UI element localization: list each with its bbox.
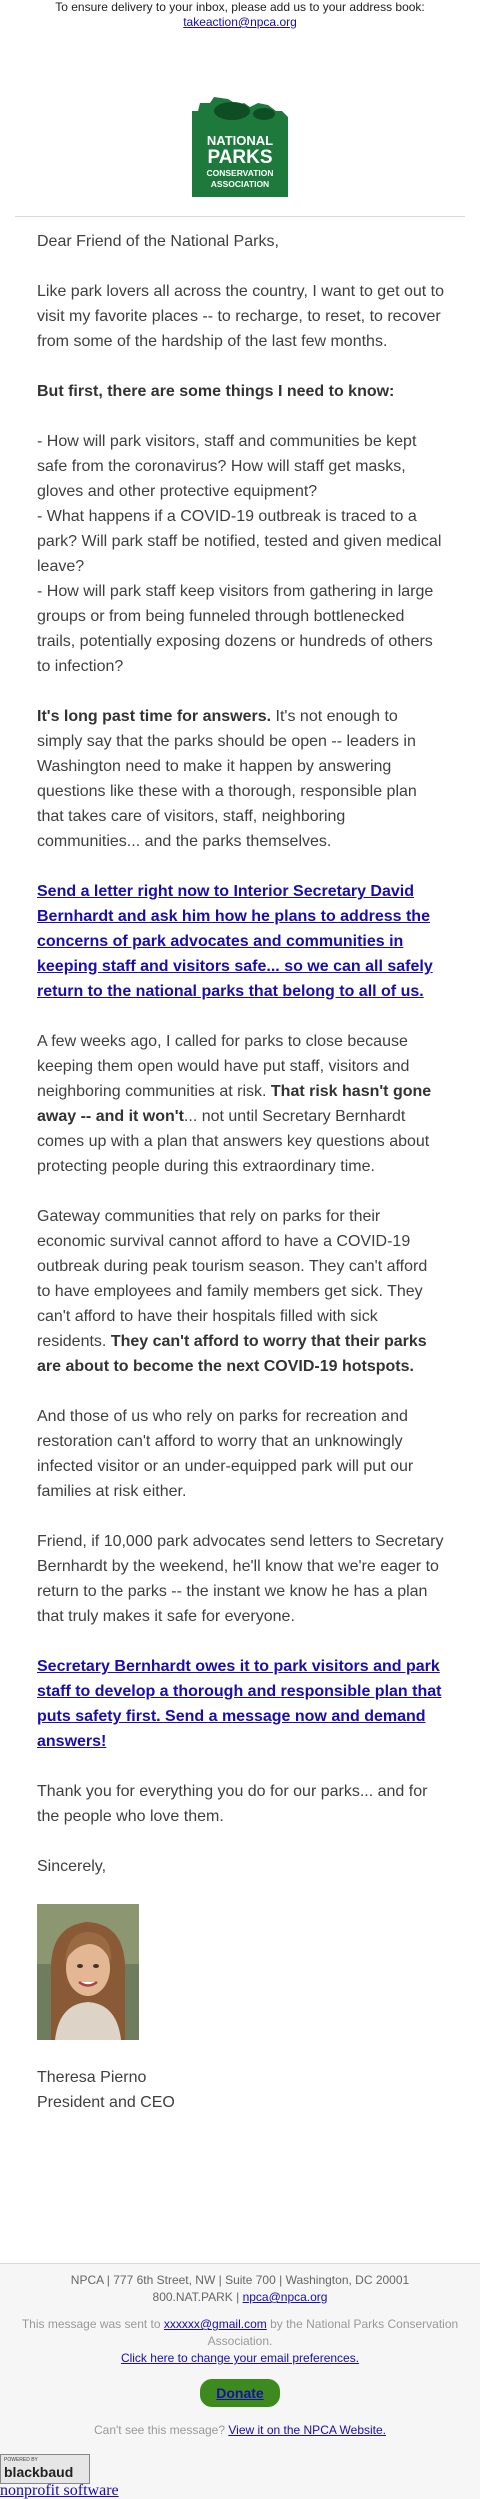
- logo-text-national: NATIONAL: [206, 133, 274, 148]
- logo-text-parks: PARKS: [207, 147, 273, 168]
- paragraph-intro: Like park lovers all across the country, I want to get out to visit my favorite places -- to recharge, to reset, to recover from some of the hardship of the last few months.: [37, 283, 445, 350]
- send-letter-link[interactable]: Send a letter right now to Interior Secretary David Bernhardt and ask him how he plans to address the concerns of park advocates and communities in keeping staff and visitors safe... so we can all safely return to the national parks that belong to all of us.: [37, 883, 433, 1000]
- answers-text: It's not enough to simply say that the parks should be open -- leaders in Washington need to make it happen by answering questions like these with a thorough, responsible plan that takes care of visitors, staff, neighboring communities... and the parks themselves.: [37, 708, 417, 850]
- recipient-email-link[interactable]: xxxxxx@gmail.com: [163, 2317, 267, 2331]
- gateway-text: Gateway communities that rely on parks for their economic survival cannot afford to have a COVID-19 outbreak during peak tourism season. They can't afford to have employees and family members get sick. They can't afford to have their hospitals filled with sick residents.: [37, 1208, 428, 1350]
- risk-bold: That risk hasn't gone away -- and it won't: [37, 1083, 432, 1125]
- greeting: Dear Friend of the National Parks,: [37, 233, 279, 250]
- paragraph-answers: [37, 704, 445, 854]
- list-item: - How will park staff keep visitors from gathering in large groups or from being funneled through bottlenecked trails, potentially exposing dozens or hundreds of others to infection?: [37, 583, 434, 675]
- npca-logo[interactable]: [192, 97, 288, 197]
- powered-by-blackbaud-badge[interactable]: [0, 2454, 90, 2484]
- questions-list: [37, 429, 445, 679]
- sent-to-notice: [0, 2316, 480, 2350]
- cta-paragraph-1: [37, 879, 445, 1004]
- paragraph-advocates: Friend, if 10,000 park advocates send letters to Secretary Bernhardt by the weekend, he'll know that we're eager to return to the parks -- the instant we know he has a plan that truly makes it safe for everyone.: [37, 1533, 444, 1625]
- answers-bold: It's long past time for answers.: [37, 708, 272, 725]
- sent-suffix: by the National Parks Conservation Association.: [207, 2317, 459, 2348]
- view-website-link[interactable]: View it on the NPCA Website.: [228, 2423, 386, 2437]
- paragraph-recreation: And those of us who rely on parks for recreation and restoration can't afford to worry that an unknowingly infected visitor or an under-equipped park will put our families at risk either.: [37, 1408, 414, 1500]
- signature-block: [37, 2065, 445, 2115]
- send-message-link[interactable]: Secretary Bernhardt owes it to park visitors and park staff to develop a thorough and responsible plan that puts safety first. Send a message now and demand answers!: [37, 1658, 442, 1750]
- blackbaud-label: blackbaud: [4, 2464, 74, 2480]
- signer-name: Theresa Pierno: [37, 2069, 147, 2086]
- paragraph-risk: [37, 1029, 445, 1179]
- preheader-email-link[interactable]: takeaction@npca.org: [183, 15, 297, 29]
- risk-text-b: ... not until Secretary Bernhardt comes up with a plan that answers key questions about protecting people during this extraordinary time.: [37, 1108, 430, 1175]
- signer-photo: [37, 1904, 139, 2040]
- gateway-bold: They can't afford to worry that their parks are about to become the next COVID-19 hotspots.: [37, 1333, 427, 1375]
- footer-phone: 800.NAT.PARK |: [152, 2290, 243, 2304]
- footer-contact: [0, 2289, 480, 2306]
- donate-button[interactable]: Donate: [200, 2379, 279, 2407]
- header-divider: [15, 216, 465, 217]
- list-item: - How will park visitors, staff and communities be kept safe from the coronavirus? How will staff get masks, gloves and other protective equipment?: [37, 433, 417, 500]
- paragraph-gateway: [37, 1204, 445, 1379]
- list-item: - What happens if a COVID-19 outbreak is traced to a park? Will park staff be notified, tested and given medical leave?: [37, 508, 442, 575]
- risk-text-a: A few weeks ago, I called for parks to close because keeping them open would have put staff, visitors and neighboring communities at risk.: [37, 1033, 410, 1100]
- cta-paragraph-2: [37, 1654, 445, 1754]
- footer-divider: [0, 2263, 480, 2264]
- logo-text-association: ASSOCIATION: [210, 179, 270, 189]
- nonprofit-software-row: [0, 2482, 119, 2499]
- cant-see-text: Can't see this message?: [93, 2423, 229, 2437]
- email-preferences-link[interactable]: Click here to change your email preferences.: [120, 2351, 360, 2365]
- email-body: [37, 229, 445, 2115]
- sent-prefix: This message was sent to: [21, 2317, 164, 2331]
- logo-text-conservation: CONSERVATION: [206, 168, 274, 178]
- view-online-row: [0, 2422, 480, 2439]
- preheader-text: To ensure delivery to your inbox, please add us to your address book:: [55, 0, 425, 14]
- need-to-know-heading: But first, there are some things I need to know:: [37, 383, 395, 400]
- footer-address: NPCA | 777 6th Street, NW | Suite 700 | Washington, DC 20001: [70, 2273, 410, 2287]
- preferences-row: [0, 2350, 480, 2367]
- nonprofit-software-link[interactable]: nonprofit software: [0, 2482, 119, 2499]
- closing: Sincerely,: [37, 1858, 107, 1875]
- paragraph-need-to-know: [37, 379, 445, 404]
- paragraph-thanks: Thank you for everything you do for our parks... and for the people who love them.: [37, 1783, 428, 1825]
- powered-by-label: POWERED BY: [4, 2457, 38, 2463]
- signer-title: President and CEO: [37, 2094, 175, 2111]
- footer-email-link[interactable]: npca@npca.org: [242, 2290, 328, 2304]
- preheader: [0, 0, 480, 30]
